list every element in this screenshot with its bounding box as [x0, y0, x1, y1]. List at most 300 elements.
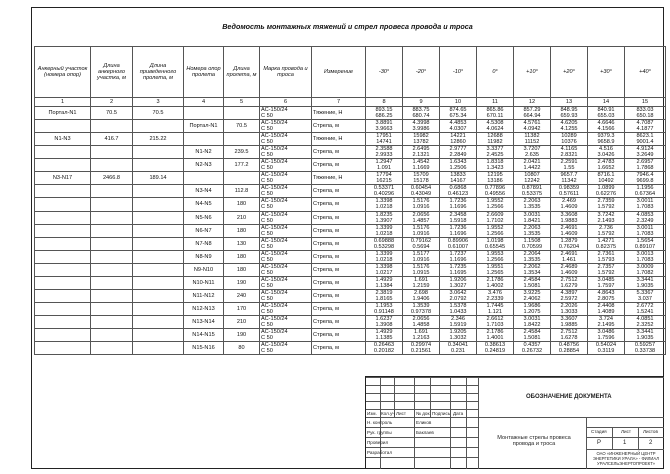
column-number: 15 [625, 98, 666, 107]
value-cell [625, 224, 666, 237]
value-line: 2.7359 [597, 198, 615, 205]
value-line: 1.7082 [636, 269, 654, 276]
value-line: 12195 [487, 172, 503, 179]
value-line: 3.476 [488, 289, 502, 296]
value-line: 1.0916 [412, 230, 430, 237]
value-cell [440, 211, 477, 224]
value-line: 2.0421 [523, 159, 541, 166]
span-numbers-cell: N10-N11 [184, 276, 224, 289]
stamp-role: Проверил [367, 440, 389, 445]
value-line: 1.3423 [486, 165, 504, 172]
value-line: 2.635 [525, 152, 539, 159]
value-line: 1.9035 [636, 282, 654, 289]
wire-brand-cell [260, 276, 312, 289]
value-line: 2.1786 [486, 276, 504, 283]
value-line: 1.8235 [375, 211, 393, 218]
value-line: 2.1321 [412, 152, 430, 159]
value-line: 14741 [376, 139, 392, 146]
value-line: 1.5378 [449, 302, 467, 309]
value-line: 1.6343 [449, 159, 467, 166]
value-line: 3.0426 [597, 152, 615, 159]
value-cell [477, 316, 514, 329]
value-line: 13186 [487, 178, 503, 185]
span-numbers-cell: N3-N4 [184, 185, 224, 198]
measurement-cell: Тяжение, Н [312, 133, 366, 146]
value-line: 1.0218 [375, 230, 393, 237]
value-line: 1.0899 [597, 185, 615, 192]
value-cell [366, 316, 403, 329]
value-cell [514, 172, 551, 185]
value-line: 2.4584 [523, 329, 541, 336]
value-line: 2.4691 [560, 250, 578, 257]
document-title: Ведомость монтажных тяжений и стрел провеса провода и троса [222, 22, 473, 31]
anchor-length-cell [91, 289, 133, 302]
document-title-stamp: Монтажные стрелы провеса провода и троса [497, 435, 571, 447]
value-line: 0.61007 [447, 243, 469, 250]
value-cell [366, 120, 403, 133]
reduced-span-cell [133, 276, 184, 289]
value-line: 1.5081 [523, 282, 541, 289]
value-line: 0.53375 [521, 191, 543, 198]
value-line: 1.2565 [486, 269, 504, 276]
value-cell [514, 289, 551, 302]
header-temp: -10° [440, 47, 477, 98]
value-line: 1.5919 [449, 322, 467, 329]
value-line: 1.5792 [597, 204, 615, 211]
value-line: 11342 [561, 178, 577, 185]
value-line: 0.65545 [484, 243, 506, 250]
wire-brand-line: АС-150/24 [261, 133, 288, 140]
value-cell [440, 263, 477, 276]
value-line: 2.7512 [560, 276, 578, 283]
value-line: 3.0031 [523, 211, 541, 218]
value-cell [403, 250, 440, 263]
value-line: 1.3535 [523, 230, 541, 237]
value-line: 2.2063 [523, 224, 541, 231]
value-cell [588, 120, 625, 133]
value-line: 2.4408 [597, 302, 615, 309]
value-cell [514, 237, 551, 250]
wire-brand-line: АС-150/24 [261, 146, 288, 153]
value-line: 1.0916 [412, 256, 430, 263]
reduced-span-cell [133, 289, 184, 302]
wire-brand-cell [260, 263, 312, 276]
value-line: 686.25 [375, 113, 393, 120]
value-line: 0.48756 [558, 342, 580, 349]
wire-brand-cell [260, 316, 312, 329]
column-number: 10 [440, 98, 477, 107]
wire-brand-line: С 50 [261, 217, 273, 224]
value-line: 12242 [524, 178, 540, 185]
column-number: 1 [35, 98, 91, 107]
value-cell [625, 146, 666, 159]
value-cell [588, 185, 625, 198]
value-line: 2.1493 [597, 217, 615, 224]
value-cell [514, 159, 551, 172]
value-cell [514, 276, 551, 289]
stamp-role: Разработал [367, 450, 393, 455]
value-line: 1.2879 [560, 237, 578, 244]
span-length-cell: 190 [224, 329, 260, 342]
span-numbers-cell [184, 133, 224, 146]
value-line: 1.1696 [449, 204, 467, 211]
measurement-cell: Стрела, м [312, 342, 366, 355]
value-line: 2.3588 [375, 146, 393, 153]
value-line: 2.7361 [597, 250, 615, 257]
value-cell [588, 289, 625, 302]
span-numbers-cell: N2-N3 [184, 159, 224, 172]
value-line: 1.5176 [412, 198, 430, 205]
stamp-col-label: № док. [416, 411, 431, 416]
value-line: 3.037 [638, 295, 652, 302]
value-line: 2.8075 [597, 295, 615, 302]
value-line: 2.0792 [449, 295, 467, 302]
wire-brand-cell [260, 172, 312, 185]
stamp-col-label: Кол.уч [381, 411, 395, 416]
value-line: 0.46123 [447, 191, 469, 198]
value-cell [514, 329, 551, 342]
value-line: 0.3119 [597, 348, 615, 355]
value-cell [440, 107, 477, 120]
stamp-name: Баклаев [416, 430, 434, 435]
wire-brand-line: АС-150/24 [261, 342, 288, 349]
value-cell [625, 211, 666, 224]
value-line: 4.6646 [597, 120, 615, 127]
value-cell [366, 146, 403, 159]
wire-brand-line: АС-150/24 [261, 329, 288, 336]
value-line: 17794 [376, 172, 392, 179]
header-anchor-section: Анкерный участок (номера опор) [35, 47, 91, 98]
anchor-section-cell: N3-N17 [35, 172, 91, 185]
value-line: 1.8422 [523, 322, 541, 329]
column-number: 12 [514, 98, 551, 107]
value-line: 1.2163 [412, 335, 430, 342]
anchor-section-cell [35, 263, 91, 276]
value-line: 1.9686 [523, 302, 541, 309]
span-numbers-cell: N8-N9 [184, 250, 224, 263]
value-line: 0.53298 [373, 243, 395, 250]
value-line: 1.2566 [486, 256, 504, 263]
wire-brand-line: С 50 [261, 256, 273, 263]
wire-brand-line: С 50 [261, 178, 273, 185]
value-line: 0.67364 [634, 191, 656, 198]
value-cell [551, 276, 588, 289]
value-line: 1.9553 [486, 250, 504, 257]
value-line: 655.03 [597, 113, 615, 120]
table-row [35, 146, 666, 159]
anchor-length-cell: 70.5 [91, 107, 133, 120]
sheet-label: Лист [621, 429, 631, 434]
measurement-cell: Стрела, м [312, 289, 366, 302]
value-line: 2.4689 [560, 263, 578, 270]
wire-brand-line: АС-150/24 [261, 237, 288, 244]
value-line: 1.9406 [412, 295, 430, 302]
value-line: 2.6609 [486, 211, 504, 218]
value-cell [514, 185, 551, 198]
measurement-cell: Стрела, м [312, 302, 366, 315]
value-cell [514, 198, 551, 211]
value-cell [477, 250, 514, 263]
value-line: 1.1384 [375, 282, 393, 289]
value-cell [440, 224, 477, 237]
value-line: 1.691 [414, 329, 428, 336]
column-number: 6 [260, 98, 312, 107]
value-cell [440, 302, 477, 315]
value-line: 1.4929 [375, 329, 393, 336]
document-code-label: ОБОЗНАЧЕНИЕ ДОКУМЕНТА [526, 394, 612, 400]
value-line: 10492 [598, 178, 614, 185]
span-numbers-cell: Портал-N1 [184, 120, 224, 133]
value-line: 883.75 [412, 107, 430, 113]
span-length-cell [224, 107, 260, 120]
value-line: 9699.8 [636, 178, 654, 185]
value-cell [440, 172, 477, 185]
value-line: 1.5792 [597, 269, 615, 276]
reduced-span-cell [133, 159, 184, 172]
value-cell [588, 329, 625, 342]
value-line: 3.0486 [597, 329, 615, 336]
value-cell [551, 289, 588, 302]
value-line: 2.9933 [375, 152, 393, 159]
value-line: 11152 [524, 139, 540, 146]
value-line: 1.7237 [449, 250, 467, 257]
value-cell [477, 198, 514, 211]
value-cell [514, 302, 551, 315]
value-cell [366, 133, 403, 146]
value-line: 1.5654 [636, 237, 654, 244]
value-line: 0.54024 [595, 342, 617, 349]
value-line: 1.4609 [560, 204, 578, 211]
value-cell [477, 133, 514, 146]
reduced-span-cell [133, 263, 184, 276]
anchor-length-cell [91, 120, 133, 133]
column-number: 5 [224, 98, 260, 107]
wire-brand-cell [260, 224, 312, 237]
span-numbers-cell: N12-N13 [184, 302, 224, 315]
value-cell [403, 342, 440, 355]
value-line: 7946.4 [636, 172, 654, 179]
measurement-cell: Стрела, м [312, 316, 366, 329]
value-line: 4.8643 [597, 289, 615, 296]
measurement-cell: Стрела, м [312, 263, 366, 276]
value-line: 1.1696 [449, 230, 467, 237]
value-line: 1.7596 [597, 335, 615, 342]
value-line: 1.9206 [449, 276, 467, 283]
value-cell [366, 198, 403, 211]
value-cell [625, 198, 666, 211]
header-temp: +10° [514, 47, 551, 98]
value-cell [403, 211, 440, 224]
value-cell [588, 250, 625, 263]
value-cell [440, 185, 477, 198]
value-line: 2.7512 [560, 329, 578, 336]
value-cell [477, 159, 514, 172]
span-length-cell [224, 133, 260, 146]
measurement-cell: Стрела, м [312, 185, 366, 198]
wire-brand-line: С 50 [261, 126, 273, 133]
title-block [365, 376, 664, 469]
value-cell [366, 329, 403, 342]
anchor-section-cell [35, 224, 91, 237]
value-line: 1.3399 [375, 250, 393, 257]
value-line: 9001.4 [636, 139, 654, 146]
measurement-cell: Стрела, м [312, 329, 366, 342]
value-cell [551, 133, 588, 146]
reduced-span-cell [133, 198, 184, 211]
table-row [35, 198, 666, 211]
span-length-cell: 130 [224, 237, 260, 250]
table-row [35, 329, 666, 342]
wire-brand-cell [260, 185, 312, 198]
wire-brand-cell [260, 289, 312, 302]
value-cell [366, 159, 403, 172]
value-line: 4.1877 [636, 126, 654, 133]
value-line: 865.86 [486, 107, 504, 113]
value-cell [625, 342, 666, 355]
column-number: 11 [477, 98, 514, 107]
span-length-cell: 180 [224, 224, 260, 237]
table-row [35, 237, 666, 250]
stamp-col-label: Изм. [367, 411, 377, 416]
value-cell [551, 146, 588, 159]
value-cell [588, 172, 625, 185]
value-line: 4.7087 [636, 120, 654, 127]
value-cell [588, 133, 625, 146]
wire-brand-line: С 50 [261, 152, 273, 159]
value-line: 2.3249 [636, 217, 654, 224]
value-line: 1.5792 [597, 230, 615, 237]
wire-brand-line: С 50 [261, 243, 273, 250]
value-line: 3.0011 [636, 224, 654, 231]
value-cell [551, 263, 588, 276]
value-line: 1.2566 [486, 204, 504, 211]
stamp-role: Н. контроль [367, 420, 393, 425]
anchor-section-cell [35, 159, 91, 172]
value-cell [440, 198, 477, 211]
value-line: 9379.3 [597, 133, 615, 140]
wire-brand-line: С 50 [261, 335, 273, 342]
value-line: 650.18 [636, 113, 654, 120]
value-line: 17951 [376, 133, 392, 140]
value-cell [514, 250, 551, 263]
table-row [35, 211, 666, 224]
table-row [35, 316, 666, 329]
value-line: 1.691 [414, 276, 428, 283]
value-line: 14221 [450, 133, 466, 140]
anchor-length-cell [91, 146, 133, 159]
value-line: 2.8321 [560, 152, 578, 159]
span-numbers-cell [184, 107, 224, 120]
value-line: 3.3441 [636, 276, 654, 283]
value-line: 2.6772 [636, 302, 654, 309]
value-line: 0.38613 [484, 342, 506, 349]
anchor-length-cell [91, 159, 133, 172]
value-line: 1.1956 [636, 185, 654, 192]
value-cell [366, 302, 403, 315]
value-line: 3.0485 [597, 276, 615, 283]
table-row [35, 185, 666, 198]
value-cell [588, 146, 625, 159]
reduced-span-cell [133, 237, 184, 250]
value-cell [551, 107, 588, 120]
table-row [35, 159, 666, 172]
value-line: 1.3535 [523, 256, 541, 263]
header-temp: -30° [366, 47, 403, 98]
value-line: 0.33738 [634, 348, 656, 355]
span-length-cell: 70.5 [224, 120, 260, 133]
reduced-span-cell [133, 224, 184, 237]
value-line: 1.0218 [375, 256, 393, 263]
anchor-length-cell: 416.7 [91, 133, 133, 146]
column-number: 14 [588, 98, 625, 107]
value-cell [551, 237, 588, 250]
value-cell [403, 172, 440, 185]
span-numbers-cell: N6-N7 [184, 224, 224, 237]
value-line: 4.0307 [449, 126, 467, 133]
value-line: 0.69888 [373, 237, 395, 244]
value-line: 0.91148 [374, 308, 394, 315]
value-line: 0.24819 [484, 348, 506, 355]
span-numbers-cell: N5-N6 [184, 211, 224, 224]
anchor-length-cell [91, 263, 133, 276]
header-reduced-span: Длина приведенного пролета, м [133, 47, 184, 98]
value-line: 1.1953 [375, 302, 393, 309]
value-cell [588, 276, 625, 289]
value-line: 4.0942 [523, 126, 541, 133]
value-cell [625, 289, 666, 302]
header-temp: -20° [403, 47, 440, 98]
wire-brand-line: С 50 [261, 308, 273, 315]
tension-sag-table [34, 46, 666, 355]
stamp-col-label: Подпись [432, 411, 451, 416]
anchor-section-cell: Портал-N1 [35, 107, 91, 120]
value-line: 833.03 [636, 107, 654, 113]
value-cell [514, 263, 551, 276]
value-line: 0.76204 [558, 243, 580, 250]
value-cell [366, 172, 403, 185]
value-cell [551, 302, 588, 315]
value-line: 12860 [450, 139, 466, 146]
wire-brand-line: АС-150/24 [261, 289, 288, 296]
value-line: 9658.9 [597, 139, 615, 146]
table-row [35, 120, 666, 133]
value-line: 3.0642 [449, 289, 467, 296]
wire-brand-line: С 50 [261, 139, 273, 146]
value-cell [588, 224, 625, 237]
anchor-length-cell [91, 250, 133, 263]
value-line: 2.2591 [560, 159, 578, 166]
wire-brand-line: С 50 [261, 230, 273, 237]
value-line: 0.5694 [412, 243, 430, 250]
value-line: 0.20182 [373, 348, 395, 355]
value-line: 0.62276 [595, 191, 617, 198]
value-line: 840.91 [597, 107, 615, 113]
span-numbers-cell: N11-N12 [184, 289, 224, 302]
span-length-cell: 180 [224, 263, 260, 276]
value-cell [440, 342, 477, 355]
value-line: 3.7207 [523, 146, 541, 153]
column-number: 4 [184, 98, 224, 107]
value-line: 2.736 [599, 224, 613, 231]
header-temp: +30° [588, 47, 625, 98]
header-temp: +20° [551, 47, 588, 98]
value-line: 0.60454 [410, 185, 432, 192]
value-line: 680.74 [412, 113, 430, 120]
value-line: 1.1669 [412, 165, 430, 172]
value-cell [477, 289, 514, 302]
value-line: 0.34041 [447, 342, 469, 349]
value-cell [625, 250, 666, 263]
